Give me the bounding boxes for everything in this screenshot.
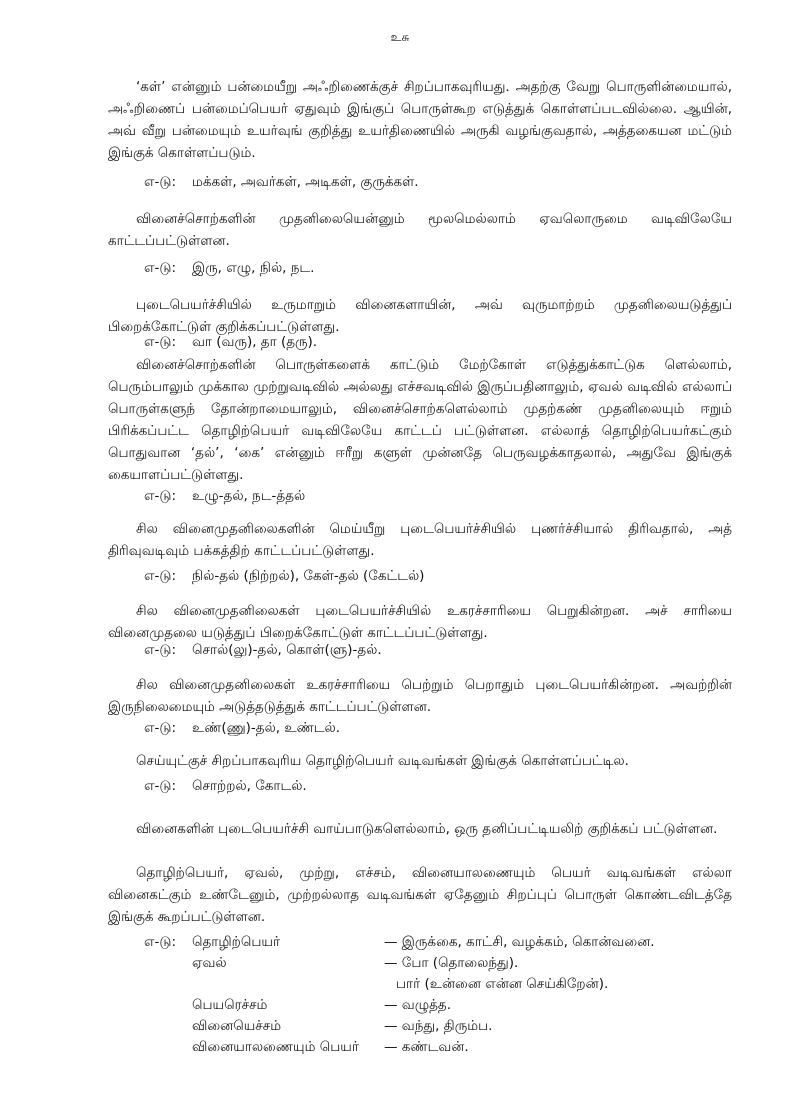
example-row: [144, 953, 744, 974]
example-label: எ-டு:: [144, 488, 177, 504]
example-line: [144, 258, 724, 278]
example-text: உழு-தல், நட-த்தல்: [192, 488, 306, 504]
paragraph-poetic-forms: செய்யுட்குச் சிறப்பாகவுரிய தொழிற்பெயர் வடிவங்கள் இங்குக் கொள்ளப்பட்டில.: [136, 753, 629, 769]
example-line: [144, 566, 724, 586]
example-line: [144, 172, 724, 192]
paragraph-conjugation-list: வினைகளின் புடைபெயர்ச்சி வாய்பாடுகளெல்லாம், ஒரு தனிப்பட்டியலிற் குறிக்கப் பட்டுள்ளன.: [136, 821, 718, 837]
paragraph-plural-suffix: ‘கள்’ என்னும் பன்மையீறு அஃறிணைக்குச் சிறப்பாகவுரியது. அதற்கு வேறு பொருளின்மையால், அஃறிணைப் பன்மைப்பெயர் ஏதுவும் இங்குப் பொருள்கூற எடுத்துக் கொள்ளப்படவில்லை. ஆயின், அவ் வீறு பன்மையும் உயர்வுங் குறித்து உயர்திணையில் அருகி வழங்குவதால், அத்தகையன மட்டும் இங்குக் கொள்ளப்படும்.: [108, 79, 732, 161]
page-number: உசு: [390, 30, 410, 44]
example-list: [144, 932, 744, 1058]
paragraph-verbal-noun-form: வினைச்சொற்களின் பொருள்களைக் காட்டும் மேற்கோள் எடுத்துக்காட்டுக ளெல்லாம், பெரும்பாலும் முக்கால முற்றுவடிவில் அல்லது எச்சவடிவில் இருப்பதினாலும், ஏவல் வடிவில் எல்லாப் பொருள்களுந் தோன்றாமையாலும், வினைச்சொற்களெல்லாம் முதற்கண் முதனிலையும் ஈறும் பிரிக்கப்பட்ட தொழிற்பெயர் வடிவிலேயே காட்டப் பட்டுள்ளன. எல்லாத் தொழிற்பெயர்கட்கும் பொதுவான ‘தல்’, ‘கை’ என்னும் ஈரீறு களுள் முன்னதே பெருவழக்காதலால், அதுவே இங்குக் கையாளப்பட்டுள்ளது.: [108, 357, 732, 483]
example-label: எ-டு:: [144, 174, 177, 190]
example-label: எ-டு:: [144, 642, 177, 658]
form-name: வினையெச்சம்: [192, 1018, 282, 1034]
example-text: இரு, எழு, நில், நட.: [192, 260, 315, 276]
paragraph-special-meanings: தொழிற்பெயர், ஏவல், முற்று, எச்சம், வினையாலணையும் பெயர் வடிவங்கள் எல்லா வினைகட்கும் உண்டேனும், முற்றல்லாத வடிவங்கள் ஏதேனும் சிறப்புப் பொருள் கொண்டவிடத்தே இங்குக் கூறப்பட்டுள்ளன.: [108, 865, 732, 925]
example-row: [144, 932, 744, 953]
form-example: பார் (உன்னை என்ன செய்கிறேன்).: [396, 976, 609, 992]
paragraph-verb-roots: வினைச்சொற்களின் முதனிலையென்னும் மூலமெல்லாம் ஏவலொருமை வடிவிலேயே காட்டப்பட்டுள்ளன.: [108, 211, 732, 249]
example-text: உண்(ணு)-தல், உண்டல்.: [192, 720, 341, 736]
paragraph-u-augment: சில வினைமுதனிலைகள் புடைபெயர்ச்சியில் உகரச்சாரியை பெறுகின்றன. அச் சாரியை வினைமுதலை யடுத்துப் பிறைக்கோட்டுள் காட்டப்பட்டுள்ளது.: [108, 603, 732, 641]
example-text: நில்-தல் (நிற்றல்), கேள்-தல் (கேட்டல்): [192, 568, 425, 584]
form-example: — இருக்கை, காட்சி, வழக்கம், கொன்வனை.: [384, 934, 655, 950]
example-label: எ-டு:: [144, 778, 177, 794]
form-name: பெயரெச்சம்: [192, 997, 268, 1013]
paragraph-consonant-change: சில வினைமுதனிலைகளின் மெய்யீறு புடைபெயர்ச்சியில் புணர்ச்சியால் திரிவதால், அத் திரிவுவடிவும் பக்கத்திற் காட்டப்பட்டுள்ளது.: [108, 521, 732, 559]
example-label: எ-டு:: [144, 720, 177, 736]
example-row: [144, 974, 744, 995]
paragraph-two-forms: சில வினைமுதனிலைகள் உகரச்சாரியை பெற்றும் பெறாதும் புடைபெயர்கின்றன. அவற்றின் இருநிலைமையும் அடுத்தடுத்துக் காட்டப்பட்டுள்ளன.: [108, 677, 732, 715]
example-row: [144, 995, 744, 1016]
example-line: [144, 776, 724, 796]
paragraph-inflection-change: புடைபெயர்ச்சியில் உருமாறும் வினைகளாயின், அவ் வுருமாற்றம் முதனிலையடுத்துப் பிறைக்கோட்டுள் குறிக்கப்பட்டுள்ளது.: [108, 297, 732, 335]
example-text: வா (வரு), தா (தரு).: [192, 334, 318, 350]
form-example: — போ (தொலைந்து).: [384, 955, 519, 971]
example-label: எ-டு:: [144, 568, 177, 584]
example-text: சொற்றல், கோடல்.: [192, 778, 307, 794]
example-line: [144, 486, 724, 506]
example-text: மக்கள், அவர்கள், அடிகள், குருக்கள்.: [192, 174, 419, 190]
example-line: [144, 640, 724, 660]
example-label: எ-டு:: [144, 260, 177, 276]
form-example: — வழுத்த.: [384, 997, 452, 1013]
example-line: [144, 332, 724, 352]
example-line: [144, 718, 724, 738]
form-example: — கண்டவன்.: [384, 1039, 469, 1055]
example-label: எ-டு:: [144, 334, 177, 350]
example-row: [144, 1037, 744, 1058]
example-label: எ-டு:: [144, 934, 177, 950]
example-text: சொல்(லு)-தல், கொள்(ளு)-தல்.: [192, 642, 382, 658]
form-name: ஏவல்: [192, 955, 227, 971]
form-name: வினையாலணையும் பெயர்: [192, 1039, 359, 1055]
form-name: தொழிற்பெயர்: [192, 934, 281, 950]
example-row: [144, 1016, 744, 1037]
form-example: — வந்து, திரும்ப.: [384, 1018, 493, 1034]
